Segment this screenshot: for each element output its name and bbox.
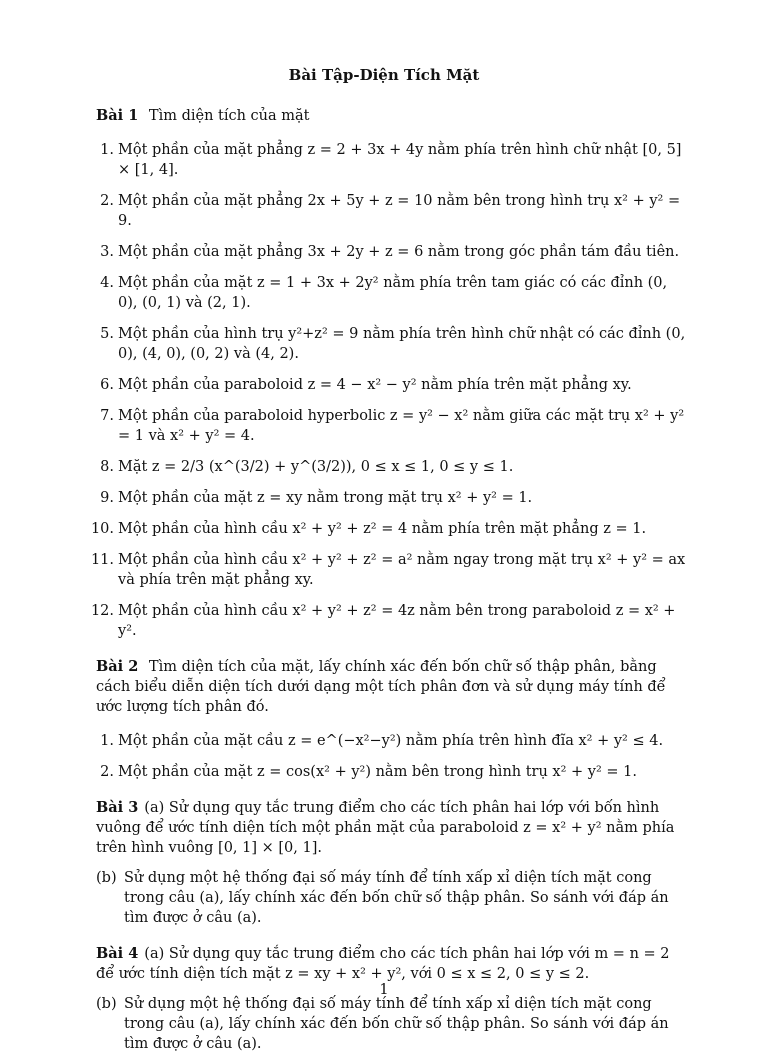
item-number: 1.	[100, 142, 114, 158]
list-item	[96, 406, 688, 446]
exercise-2-intro: Tìm diện tích của mặt, lấy chính xác đến bốn chữ số thập phân, bằng cách biểu diễn diện tích dưới dạng một tích phân đơn và sử dụng máy tính để ước lượng tích phân đó.	[96, 659, 666, 715]
exercise-2-list	[96, 731, 688, 782]
exercise-3-a-label: (a)	[144, 800, 165, 816]
item-number: 2.	[100, 193, 114, 209]
exercise-3-part-b	[96, 868, 688, 928]
item-text: Một phần của hình trụ y²+z² = 9 nằm phía trên hình chữ nhật có các đỉnh (0, 0), (4, 0), (0, 2) và (4, 2).	[118, 326, 686, 362]
item-number: 3.	[100, 244, 114, 260]
list-item	[96, 375, 688, 395]
item-text: Một phần của mặt phẳng 2x + 5y + z = 10 nằm bên trong hình trụ x² + y² = 9.	[118, 193, 681, 229]
item-text: Một phần của mặt phẳng 3x + 2y + z = 6 nằm trong góc phần tám đầu tiên.	[118, 244, 680, 260]
exercise-1-intro: Tìm diện tích của mặt	[148, 108, 310, 124]
exercise-3	[96, 798, 688, 928]
item-text: Một phần của mặt cầu z = e^(−x²−y²) nằm phía trên hình đĩa x² + y² ≤ 4.	[118, 733, 664, 749]
list-item	[96, 191, 688, 231]
item-number: 10.	[90, 521, 114, 537]
item-text: Một phần của mặt z = xy nằm trong mặt trụ x² + y² = 1.	[118, 490, 533, 506]
list-item	[96, 762, 688, 782]
list-item	[96, 324, 688, 364]
item-number: 8.	[100, 459, 114, 475]
exercise-4-part-b	[96, 994, 688, 1054]
list-item	[96, 140, 688, 180]
exercise-4-a-label: (a)	[144, 946, 165, 962]
item-text: Một phần của mặt z = cos(x² + y²) nằm bên trong hình trụ x² + y² = 1.	[118, 764, 637, 780]
exercise-3-a-text: Sử dụng quy tắc trung điểm cho các tích phân hai lớp với bốn hình vuông để ước tính diện tích một phần mặt của paraboloid z = x² + y² nằm phía trên hình vuông [0, 1] × [0, 1].	[96, 800, 675, 856]
exercise-3-b-text: Sử dụng một hệ thống đại số máy tính để tính xấp xỉ diện tích mặt cong trong câu (a), lấy chính xác đến bốn chữ số thập phân. So sánh với đáp án tìm được ở câu (a).	[124, 870, 669, 926]
page-number: 1	[379, 982, 389, 998]
document-body	[90, 106, 688, 1064]
item-number: 6.	[100, 377, 114, 393]
item-number: 2.	[100, 764, 114, 780]
item-text: Một phần của hình cầu x² + y² + z² = 4z nằm bên trong paraboloid z = x² + y².	[118, 603, 676, 639]
exercise-4-b-text: Sử dụng một hệ thống đại số máy tính để tính xấp xỉ diện tích mặt cong trong câu (a), lấy chính xác đến bốn chữ số thập phân. So sánh với đáp án tìm được ở câu (a).	[124, 996, 669, 1052]
list-item	[90, 601, 688, 641]
exercise-4	[96, 944, 688, 1054]
page-title: Bài Tập-Diện Tích Mặt	[288, 66, 480, 84]
item-text: Một phần của paraboloid z = 4 − x² − y² nằm phía trên mặt phẳng xy.	[118, 377, 632, 393]
item-text: Một phần của hình cầu x² + y² + z² = 4 nằm phía trên mặt phẳng z = 1.	[118, 521, 647, 537]
list-item	[96, 242, 688, 262]
exercise-1-list	[90, 140, 688, 641]
list-item	[96, 731, 688, 751]
item-number: 12.	[90, 603, 114, 619]
exercise-2-label: Bài 2	[96, 658, 139, 675]
item-text: Một phần của mặt z = 1 + 3x + 2y² nằm phía trên tam giác có các đỉnh (0, 0), (0, 1) và (2, 1).	[118, 275, 668, 311]
item-number: 4.	[100, 275, 114, 291]
exercise-3-part-a	[96, 798, 688, 858]
item-text: Một phần của paraboloid hyperbolic z = y² − x² nằm giữa các mặt trụ x² + y² = 1 và x² + y² = 4.	[118, 408, 685, 444]
list-item	[96, 457, 688, 477]
exercise-4-a-text: Sử dụng quy tắc trung điểm cho các tích phân hai lớp với m = n = 2 để ước tính diện tích mặt z = xy + x² + y², với 0 ≤ x ≤ 2, 0 ≤ y ≤ 2.	[96, 946, 670, 982]
exercise-1-heading	[96, 106, 688, 126]
exercise-4-part-a	[96, 944, 688, 984]
item-number: 7.	[100, 408, 114, 424]
list-item	[96, 488, 688, 508]
list-item	[90, 519, 688, 539]
item-number: 5.	[100, 326, 114, 342]
exercise-3-label: Bài 3	[96, 799, 139, 816]
item-number: 1.	[100, 733, 114, 749]
list-item	[96, 273, 688, 313]
exercise-4-label: Bài 4	[96, 945, 139, 962]
exercise-3-b-label: (b)	[96, 870, 117, 886]
item-text: Mặt z = 2/3 (x^(3/2) + y^(3/2)), 0 ≤ x ≤ 1, 0 ≤ y ≤ 1.	[118, 459, 514, 475]
item-text: Một phần của mặt phẳng z = 2 + 3x + 4y nằm phía trên hình chữ nhật [0, 5] × [1, 4].	[118, 142, 682, 178]
exercise-1-label: Bài 1	[96, 107, 139, 124]
exercise-2-heading	[96, 657, 688, 717]
item-number: 9.	[100, 490, 114, 506]
exercise-4-b-label: (b)	[96, 996, 117, 1012]
item-number: 11.	[90, 552, 114, 568]
item-text: Một phần của hình cầu x² + y² + z² = a² nằm ngay trong mặt trụ x² + y² = ax và phía trên mặt phẳng xy.	[118, 552, 686, 588]
list-item	[90, 550, 688, 590]
